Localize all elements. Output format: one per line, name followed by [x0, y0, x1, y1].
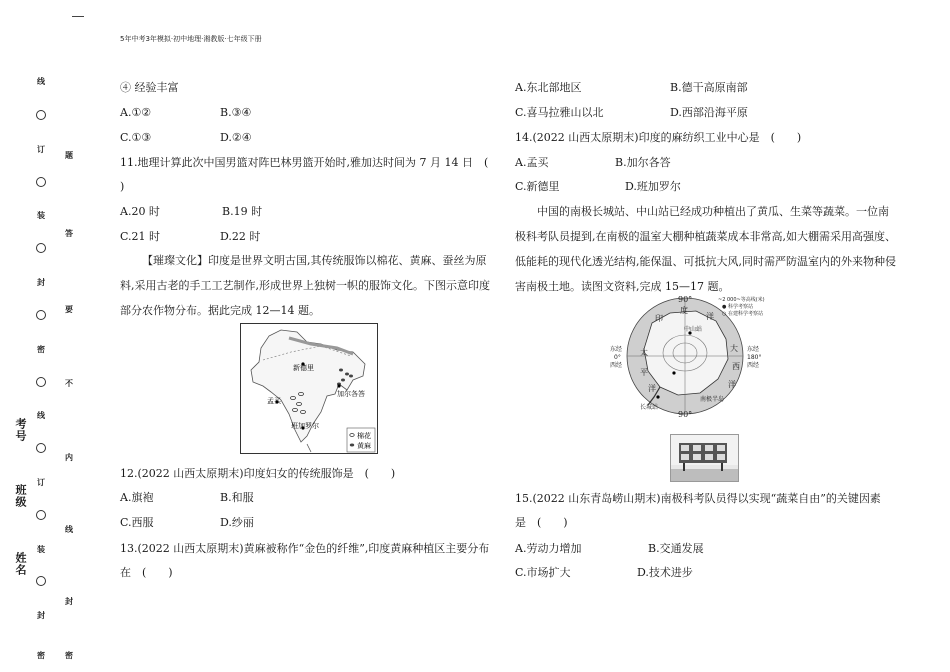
q15-option-d: D.技术进步: [637, 566, 693, 579]
q14-option-b: B.加尔各答: [615, 156, 671, 169]
binding-hole: [36, 243, 46, 253]
map-label-mumbai: 孟买: [267, 397, 281, 405]
q12-option-d: D.纱丽: [220, 516, 254, 529]
ocean-char: 洋: [728, 380, 736, 389]
page-header: 5年中考3年模拟·初中地理·湘教版·七年级下册: [120, 35, 262, 43]
q10-option-b: B.③④: [220, 106, 252, 119]
india-map-graphic: [241, 324, 377, 453]
legend-station-building: ○ 在建科学考察站: [722, 311, 763, 317]
ocean-char: 西: [732, 362, 740, 371]
margin-char: 订: [37, 145, 45, 154]
q11-option-b: B.19 时: [222, 205, 263, 218]
antarctica-map: [600, 293, 775, 418]
map-label-bangalore: 班加罗尔: [291, 422, 319, 430]
q14-stem: 14.(2022 山西太原期末)印度的麻纺织工业中心是 ( ): [515, 131, 802, 144]
margin-char: 封: [37, 611, 45, 620]
antarctica-right-label: 东经: [747, 346, 760, 353]
q15-option-c: C.市场扩大: [515, 566, 571, 579]
ocean-char: 大: [730, 344, 738, 353]
binding-hole: [36, 377, 46, 387]
margin-char: 密: [65, 651, 73, 660]
culture-paragraph: 【璀璨文化】印度是世界文明古国,其传统服饰以棉花、黄麻、蚕丝为原料,采用古老的手工工艺制作,形成世界上独树一帜的服饰文化。下图示意印度部分农作物分布。据此完成 12—14 题。: [120, 254, 490, 317]
antarctica-bottom-degree: 90°: [678, 410, 693, 418]
binding-hole: [36, 510, 46, 520]
binding-hole: [36, 110, 46, 120]
q13-option-c: C.喜马拉雅山以北: [515, 106, 604, 119]
q11-option-c: C.21 时: [120, 230, 161, 243]
margin-char: 密: [37, 651, 45, 660]
station-label-great-wall: 长城站: [640, 404, 659, 411]
binding-hole: [36, 177, 46, 187]
q13-stem: 13.(2022 山西太原期末)黄麻被称作“金色的纤维”,印度黄麻种植区主要分布: [120, 542, 490, 555]
margin-char: 线: [65, 525, 73, 534]
q10-option-c: C.①③: [120, 131, 152, 144]
antarctica-left-label: 东经: [610, 346, 623, 353]
q14-option-d: D.班加罗尔: [625, 180, 681, 193]
legend-contour: ~2 000~等高线(米): [718, 297, 765, 303]
q15-stem: 15.(2022 山东青岛崂山期末)南极科考队员得以实现“蔬菜自由”的关键因素: [515, 492, 881, 505]
class-label: 班级: [14, 484, 27, 508]
antarctica-right-label: 西经: [747, 362, 760, 369]
margin-char: 装: [37, 545, 45, 554]
margin-char: 答: [65, 229, 73, 238]
q15-stem-cont: 是 ( ): [515, 516, 568, 529]
ocean-char: 印: [655, 314, 663, 323]
q13-option-d: D.西部沿海平原: [670, 106, 748, 119]
margin-char: 线: [37, 77, 45, 86]
greenhouse-photo-graphic: [671, 435, 738, 481]
station-label-zhongshan: 中山站: [684, 326, 703, 333]
q12-stem: 12.(2022 山西太原期末)印度妇女的传统服饰是 ( ): [120, 467, 396, 480]
q13-option-b: B.德干高原南部: [670, 81, 748, 94]
map-label-kolkata: 加尔各答: [337, 390, 365, 398]
legend-station: ● 科学考察站: [722, 304, 753, 310]
top-dash: [72, 16, 84, 17]
binding-hole: [36, 443, 46, 453]
margin-char: 装: [37, 211, 45, 220]
binding-hole: [36, 310, 46, 320]
q15-option-b: B.交通发展: [648, 542, 704, 555]
antarctica-map-graphic: [600, 293, 775, 418]
ocean-char: 洋: [706, 312, 714, 321]
option-4-text: ④ 经验丰富: [120, 81, 179, 94]
margin-char: 线: [37, 411, 45, 420]
antarctica-right-label: 180°: [747, 354, 762, 361]
q10-option-d: D.②④: [220, 131, 252, 144]
margin-char: 密: [37, 345, 45, 354]
name-label: 姓名: [14, 552, 27, 576]
q15-option-a: A.劳动力增加: [515, 542, 582, 555]
q11-option-a: A.20 时: [120, 205, 160, 218]
q13-stem-cont: 在 ( ): [120, 566, 173, 579]
margin-char: 内: [65, 453, 73, 462]
greenhouse-photo: [670, 434, 739, 482]
q11-stem: 11.地理计算此次中国男篮对阵巴林男篮开始时,雅加达时间为 7 月 14 日 (: [120, 156, 489, 169]
antarctica-top-degree: 90°: [678, 295, 693, 304]
map-label-new-delhi: 新德里: [293, 364, 314, 372]
q14-option-c: C.新德里: [515, 180, 560, 193]
q13-option-a: A.东北部地区: [515, 81, 582, 94]
ocean-char: 度: [680, 306, 688, 315]
ocean-char: 平: [640, 368, 648, 377]
exam-number-label: 考号: [14, 418, 27, 442]
q11-stem-cont: ): [120, 180, 125, 193]
binding-hole: [36, 576, 46, 586]
q14-option-a: A.孟买: [515, 156, 549, 169]
margin-char: 不: [65, 379, 73, 388]
ocean-char: 太: [640, 348, 648, 357]
margin-char: 封: [65, 597, 73, 606]
q10-option-a: A.①②: [120, 106, 152, 119]
map-legend-cotton: 棉花: [357, 432, 371, 440]
ocean-char: 洋: [648, 384, 656, 393]
india-crop-map: [240, 323, 378, 454]
margin-char: 封: [37, 278, 45, 287]
margin-char: 题: [65, 151, 73, 160]
map-legend-jute: 黄麻: [357, 442, 371, 450]
q11-option-d: D.22 时: [220, 230, 261, 243]
peninsula-label: 南极半岛: [700, 396, 725, 403]
q12-option-c: C.西服: [120, 516, 154, 529]
antarctica-left-label: 0°: [614, 354, 621, 361]
margin-char: 要: [65, 305, 73, 314]
q12-option-b: B.和服: [220, 491, 254, 504]
antarctic-paragraph: 中国的南极长城站、中山站已经成功种植出了黄瓜、生菜等蔬菜。一位南极科考队员提到,在南极的温室大棚种植蔬菜成本非常高,如大棚需采用高强度、低能耗的现代化透光结构,能保温、可抵抗大风,同时需严防温室内的外来物种侵害南极土地。读图文资料,完成 15—17 题。: [515, 205, 896, 293]
margin-char: 订: [37, 478, 45, 487]
q12-option-a: A.旗袍: [120, 491, 154, 504]
antarctica-left-label: 西经: [610, 362, 623, 369]
